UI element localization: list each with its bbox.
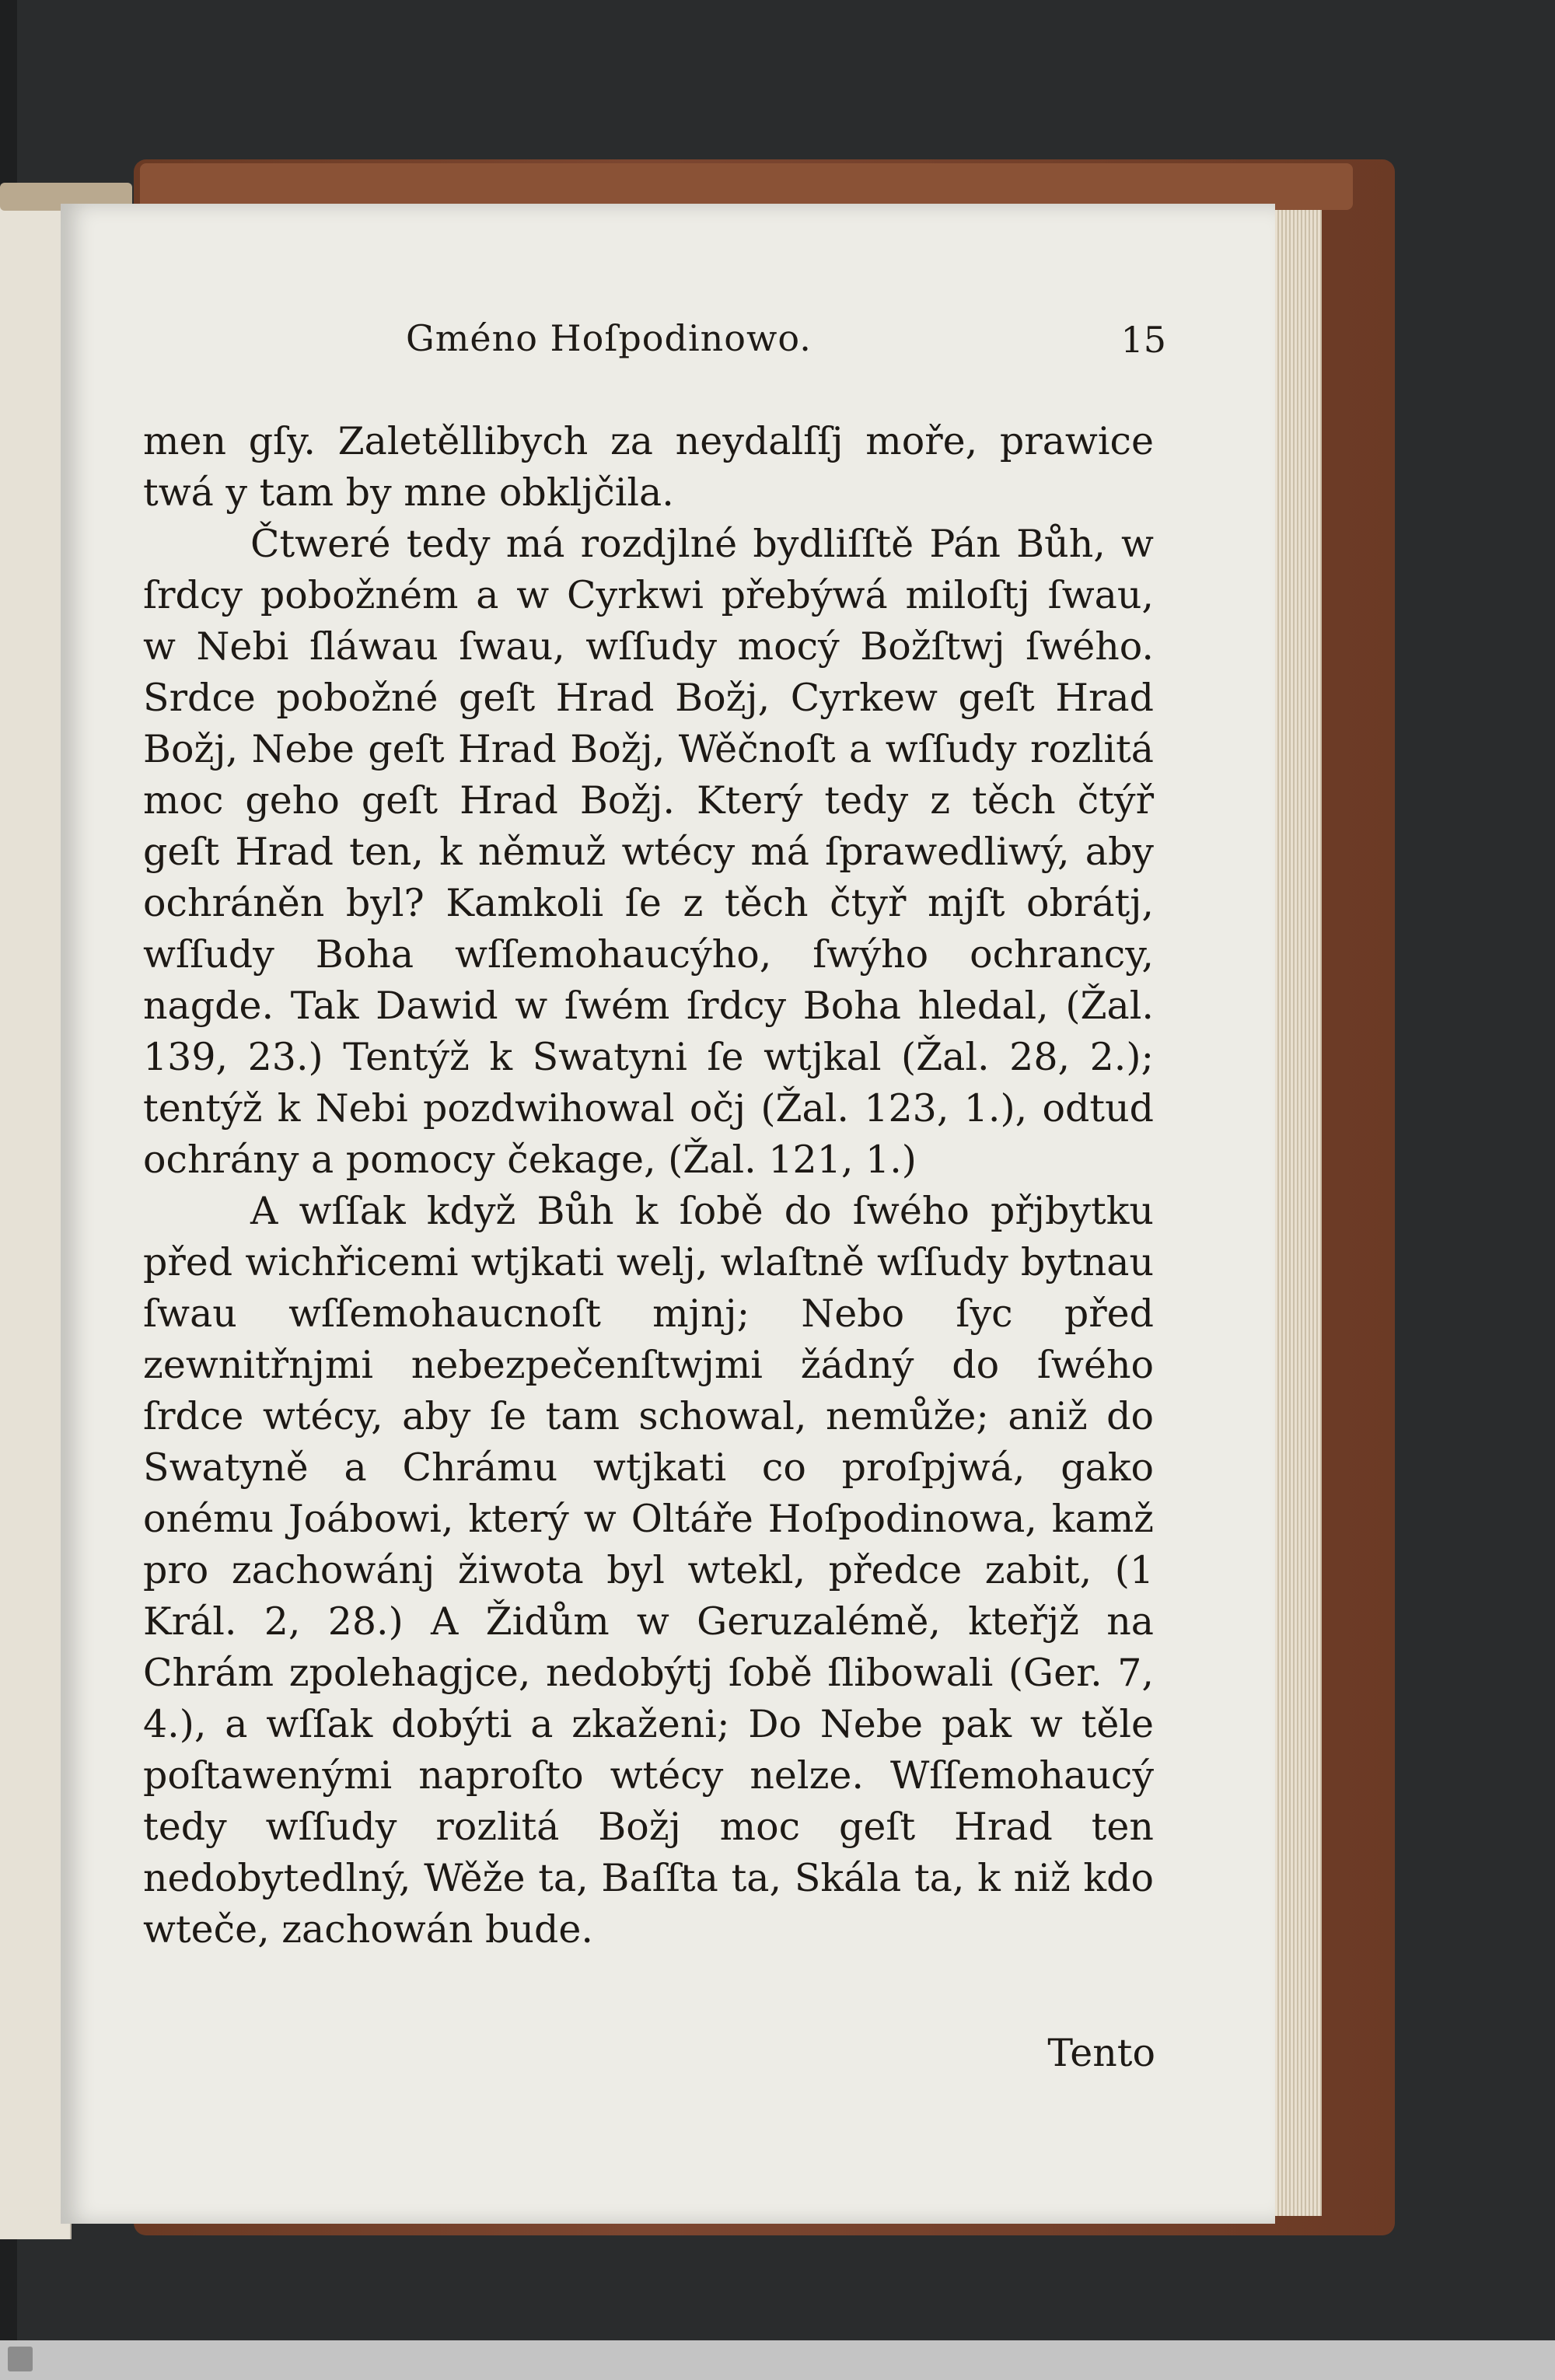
catchword: Tento: [1047, 2031, 1155, 2075]
running-header: Gméno Hoſpodinowo.: [406, 317, 812, 359]
viewer-bottom-bar: [0, 2340, 1555, 2380]
paragraph-1: men gſy. Zaletěllibych za neydalſſj moře, prawice twá y tam by mne obkljčila.: [143, 419, 1154, 515]
page-number: 15: [1120, 319, 1166, 361]
page-body: [143, 416, 1154, 1955]
library-logo-icon: [8, 2347, 33, 2371]
book-cover-top-edge: [140, 163, 1353, 210]
page-edges: [1267, 210, 1322, 2216]
paragraph-3: A wſſak když Bůh k ſobě do ſwého přjbytku před wichřicemi wtjkati welj, wlaſtně wſſudy bytnau ſwau wſſemohaucnoſt mjnj; Nebo ſyc před zewnitřnjmi nebezpečenſtwjmi žádný do ſwého ſrdce wtécy, aby ſe tam schowal, nemůže; aniž do Swatyně a Chrámu wtjkati co proſpjwá, gako onému Joábowi, který w Oltáře Hoſpodinowa, kamž pro zachowánj žiwota byl wtekl, předce zabit, (1 Král. 2, 28.) A Židům w Geruzalémě, kteřjž na Chrám zpolehagjce, nedobýtj ſobě ſlibowali (Ger. 7, 4.), a wſſak dobýti a zkaženi; Do Nebe pak w těle poſtawenými naproſto wtécy nelze. Wſſemohaucý tedy wſſudy rozlitá Božj moc geſt Hrad ten nedobytedlný, Wěže ta, Baſſta ta, Skála ta, k niž kdo wteče, zachowán bude.: [143, 1189, 1154, 1952]
paragraph-2: Čtweré tedy má rozdjlné bydliſſtě Pán Bůh, w ſrdcy pobožném a w Cyrkwi přebýwá miloſtj ſwau, w Nebi ſláwau ſwau, wſſudy mocý Božſtwj ſwého. Srdce pobožné geſt Hrad Božj, Cyrkew geſt Hrad Božj, Nebe geſt Hrad Božj, Wěčnoſt a wſſudy rozlitá moc geho geſt Hrad Božj. Který tedy z těch čtýř geſt Hrad ten, k němuž wtécy má ſprawedliwý, aby ochráněn byl? Kamkoli ſe z těch čtyř mjſt obrátj, wſſudy Boha wſſemohaucýho, ſwýho ochrancy, nagde. Tak Dawid w ſwém ſrdcy Boha hledal, (Žal. 139, 23.) Tentýž k Swatyni ſe wtjkal (Žal. 28, 2.); tentýž k Nebi pozdwihowal očj (Žal. 123, 1.), odtud ochrány a pomocy čekage, (Žal. 121, 1.): [143, 522, 1154, 1182]
